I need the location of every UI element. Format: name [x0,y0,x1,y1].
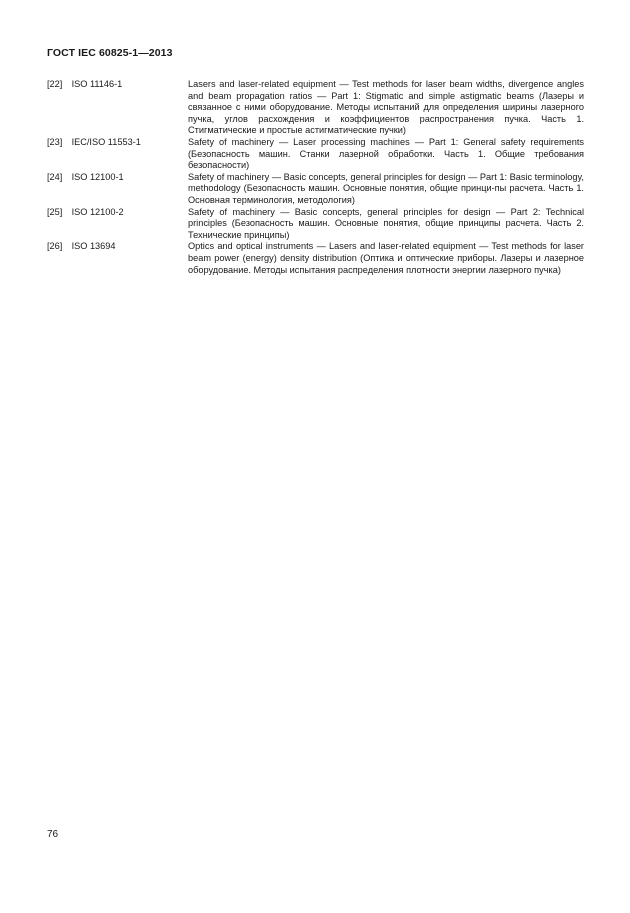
entry-identifier [47,137,188,172]
entry-standard: IEC/ISO 11553-1 [71,136,141,147]
bibliography-entry [47,79,584,137]
entry-standard: ISO 11146-1 [71,79,123,89]
bibliography-entry [47,207,584,242]
entry-number: [23] [47,136,63,147]
entry-number: [24] [47,171,63,182]
document-header: ГОСТ IEC 60825-1—2013 [47,47,173,59]
bibliography-entry [47,241,584,276]
entry-identifier [47,79,188,137]
entry-title: Optics and optical instruments — Lasers and laser-related equipment — Test methods for laser beam power (energy) density distribution (Оптика и оптические приборы. Лазеры и лазерное оборудование. Методы испытания распределения плотности энергии лазерного пучка) [188,241,584,275]
entry-title: Safety of machinery — Basic concepts, general principles for design — Part 2: Technical principles (Безопасность машин. Основные понятия, общие принципы расчета. Часть 2. Технические принципы) [188,206,584,240]
entry-identifier [47,172,188,207]
bibliography-entry [47,137,584,172]
entry-standard: ISO 12100-1 [71,171,124,182]
entry-identifier [47,207,188,242]
entry-number: [22] [47,79,63,89]
bibliography-list [47,79,584,276]
entry-title: Safety of machinery — Laser processing machines — Part 1: General safety requirements (Безопасность машин. Станки лазерной обработки. Часть 1. Общие требования безопасности) [188,136,584,171]
entry-number: [26] [47,241,63,252]
entry-standard: ISO 13694 [71,241,116,252]
entry-number: [25] [47,206,63,217]
bibliography-entry [47,172,584,207]
entry-title: Lasers and laser-related equipment — Test methods for laser beam widths, divergence angles and beam propagation ratios — Part 1: Stigmatic and simple astigmatic beams (Лазеры и связанное с ними оборудование. Методы испытаний для определения ширины лазерного пучка, углов расхождения и коэффициентов распространения пучка. Часть 1. Стигматические и простые астигматические пучки) [188,79,584,136]
page-number: 76 [47,829,59,840]
entry-standard: ISO 12100-2 [71,206,124,217]
entry-title: Safety of machinery — Basic concepts, general principles for design — Part 1: Basic terminology, methodology (Безопасность машин. Основные понятия, общие принци-пы расчета. Часть 1. Основная терминология, методология) [188,171,584,205]
entry-identifier [47,241,188,276]
